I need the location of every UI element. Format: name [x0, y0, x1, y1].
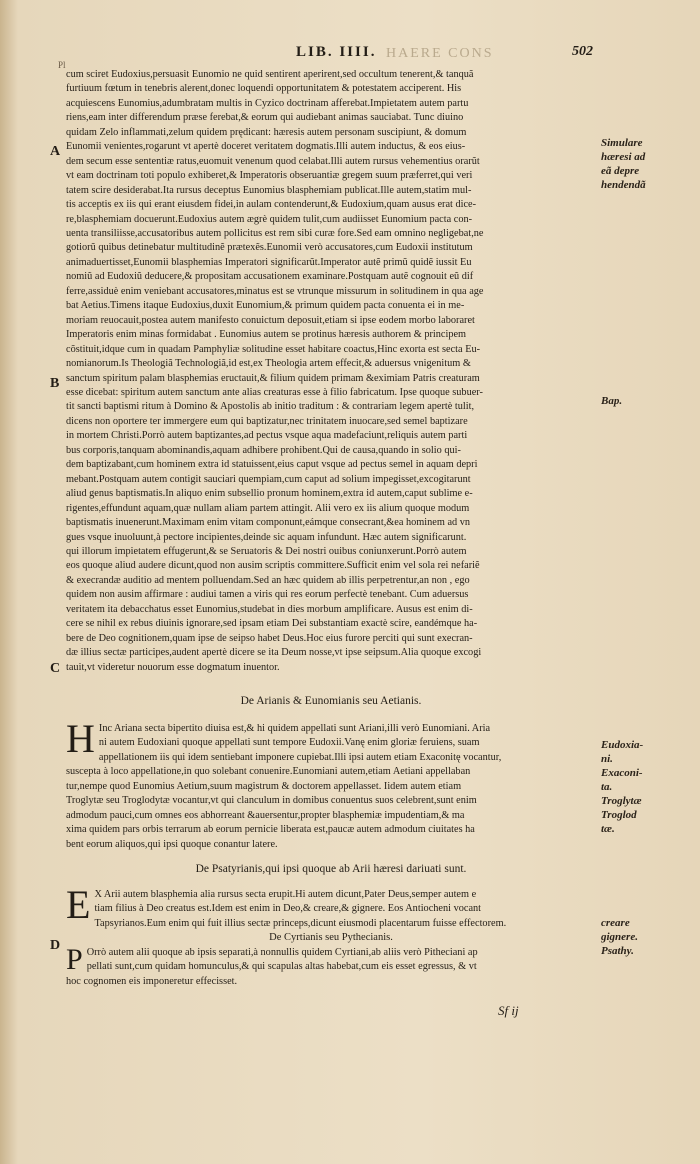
dropcap-e: E	[66, 882, 91, 927]
text-line: Imperatoris enim minas formidabat . Eunomius autem se protinus hæresis authorem & principem	[66, 329, 467, 341]
section-letter-b: B	[50, 376, 60, 391]
dropcap-h: H	[66, 716, 95, 761]
text-line: tatem scire desiderabat.Ita rursus deceptus Eunomius blasphemiam publicat.Ille autem,statim mul-	[66, 184, 472, 196]
text-line: esse dicebat: spiritum autem sanctum ante alias creaturas esse à filio fabricatum. Ipse quoque subuer-	[66, 386, 483, 398]
text-line: X Arii autem blasphemia alia rursus secta erupit.Hi autem dicunt,Pater Deus,semper autem e	[94, 889, 477, 900]
section-letter-c: C	[50, 661, 61, 676]
text-line: admodum pauci,cum omnes eos abhorreant &auersentur,propter blasphemiæ impudentiam,& ma	[66, 809, 465, 821]
text-line: dicens non oportere ter immergere eum qui baptizatur,nec trinitatem inuocare,sed semel baptizare	[66, 415, 468, 427]
text-line: cõstituit,idque cum in quadam Pamphyliæ solitudine esset habitare coactus,Hinc exorta est secta Eu-	[66, 343, 481, 355]
section-letter-d: D	[50, 938, 61, 953]
margin-note-line: hendendã	[601, 179, 646, 191]
text-line: aliud genus baptismatis.In aliquo enim subsellio pronum hominem,extra id autem,caput sublime e-	[66, 488, 473, 500]
margin-note-line: ni.	[601, 753, 613, 765]
margin-note-line: Psathy.	[601, 945, 634, 957]
text-line: bent eorum aliquos,qui ipsi quoque conantur latere.	[66, 838, 278, 850]
text-line: pellati sunt,cum quidam homunculus,& qui scapulas altas habebat,cum eis esset egressus, & vt	[86, 961, 477, 973]
subheading-cyrtianis: De Cyrtianis seu Pythecianis.	[269, 932, 393, 944]
section-text-psatyrianis	[66, 882, 596, 989]
margin-note-line: Troglod	[601, 809, 637, 821]
margin-note-line: creare	[601, 917, 630, 929]
running-head: LIB. IIII.	[296, 44, 377, 60]
text-line: vt eam doctrinam toti populo exhiberet,& Imperatoris obseruantiæ gregem suum præferret,qui veri	[66, 170, 473, 182]
bleed-through-head: HAERE CONS	[386, 46, 494, 61]
text-line: nomianorum.Is Theologiã Technologiã,id est,ex Theologia artem effecit,& aduersus vnigenitum &	[66, 358, 471, 370]
text-line: Tapsyrianos.Eum enim qui fuit illius sectæ princeps,dicunt eiusmodi placentarum fuisse effectorem.	[94, 917, 507, 929]
text-line: veritatem ita debacchatus esset Eunomius,studebat in dies morbum amplificare. Ausus est enim di-	[66, 603, 473, 615]
text-line: bus corporis,tanquam abominandis,aquam adhibere prohibent.Qui de causa,quando in solio qui-	[66, 444, 461, 456]
margin-note-line: Exaconi-	[601, 767, 643, 779]
text-line: re,blasphemiam docuerunt.Eudoxius autem ægrè quidem tulit,cum audiisset Eunomium pacta con-	[66, 213, 473, 225]
text-line: qui illorum impietatem effugerunt,& se Seruatoris & Dei nostri ouibus coniunxerunt.Porrò autem	[66, 545, 467, 557]
margin-note-creare	[601, 916, 691, 958]
text-line: cere se nihil ex rebus diuinis ignorare,sed ipsam etiam Dei substantiam exactè scire, eandémque ha-	[66, 618, 478, 630]
section-text-arianis	[66, 716, 596, 852]
margin-note-line: hæresi ad	[601, 151, 646, 163]
text-line: bere de Deo cognitionem,quam ipse de seipso habet Deus.Hoc eius furore perciti qui sunt execran-	[66, 632, 473, 644]
margin-note-line: tæ.	[601, 823, 615, 835]
margin-note-line: Simulare	[601, 137, 643, 149]
text-line: suscepta à loco appellatione,in quo solebant conuenire.Eunomiani autem,etiam Aetiani appellaban	[66, 766, 471, 778]
text-line: tit sancti baptismi ritum à Domino & Apostolis ab initio traditum : & contrariam legem apertè tulit,	[66, 401, 475, 413]
section-heading-arianis: De Arianis & Eunomianis seu Aetianis.	[240, 695, 422, 707]
margin-note-line: eã depre	[601, 165, 640, 177]
text-line: rigentes,effundunt aquam,quæ nullam aliam partem attingit. Alii vero ex iis alium quoque modum	[66, 502, 470, 514]
text-line: Eunomii venientes,rogarunt vt apertè doceret veritatem dogmatis.Illi autem inductus, & eos eius-	[66, 141, 466, 153]
margin-note-line: Bap.	[601, 395, 623, 407]
margin-note-simulare	[601, 136, 691, 192]
corner-mark: Pl	[58, 60, 66, 70]
text-line: Inc Ariana secta bipertito diuisa est,& hi quidem appellati sunt Ariani,illi verò Eunomiani. Aria	[98, 723, 491, 734]
text-line: gotiorũ quibus detinebatur multitudinẽ prætexẽs.Eunomii verò accusatores,cum Eudoxii institutum	[66, 242, 473, 254]
text-line: furtiuum fœtum in tenebris alerent,donec loquendi opportunitatem & potestatem acciperent. His	[66, 83, 462, 95]
text-line: tur,nempe quod Eunomius Aetium,suum magistrum & doctorem appellasset. Iidem autem etiam	[66, 780, 462, 792]
margin-note-line: gignere.	[601, 931, 638, 943]
text-line: quidam Zelo inflammati,zelum quidem prędicant: hæresis autem personam suscipiunt, & domum	[66, 126, 467, 138]
text-line: tauit,vt videretur nouorum esse dogmatum inuentor.	[66, 661, 280, 673]
text-line: ni autem Eudoxiani quoque appellati sunt tempore Eudoxii.Vanę enim gloriæ feruiens, suam	[98, 737, 480, 749]
text-line: dem secum esse sententiæ ratus,euomuit venenum quod celabat.Illi autem rursus vehementius orarũt	[66, 155, 480, 167]
text-line: xima quidem pars orbis terrarum ab eorum pernicie liberata est,paucæ autem admodum ciuitates ha	[66, 824, 475, 836]
text-line: animaduertisset,Eunomii blasphemias Imperatori significarũt.Imperator autẽ primũ quidẽ iussit Eu	[66, 256, 472, 268]
text-line: gues vsque inuoluunt,à pectore incipientes,deinde sic aquam infundunt. Hæc autem significarunt.	[66, 531, 467, 543]
section-heading-psatyrianis: De Psatyrianis,qui ipsi quoque ab Arii hæresi dariuati sunt.	[195, 863, 467, 875]
text-line: tiam filius à Deo creatus est.Idem est enim in Deo,& creare,& gignere. Eos Antiocheni vocant	[94, 903, 482, 915]
page-header	[0, 44, 700, 66]
text-line: appellationem iis qui idem sentiebant imponere cupiebat.Illi ipsi autem etiam Exaconitę vocantur,	[98, 751, 502, 763]
margin-note-line: Troglytæ	[601, 795, 642, 807]
printer-signature: Sf ij	[498, 1003, 519, 1018]
section-letter-a: A	[50, 144, 61, 159]
text-line: ferre,assiduè enim veniebant accusatores,minatus est se vtrunque missurum in solitudinem in qua age	[66, 285, 484, 297]
text-line: Troglytæ seu Troglodytæ vocantur,vt qui clanculum in domibus conuentus suos celebrent,sunt enim	[66, 795, 477, 807]
text-line: uenta transiliisse,accusatoribus autem pollicitus est rem sibi curæ fore.Sed eam omnino negligebat,ne	[66, 227, 484, 239]
text-line: baptismatis inuenerunt.Maximam enim vitam componunt,eámque consecrant,&ea hominem ad vn	[66, 517, 471, 529]
margin-note-baptism	[601, 394, 691, 408]
text-line: mebant.Postquam autem contigit sauciari quempiam,cum caput ad solium impegisset,excogitarunt	[66, 473, 471, 485]
margin-note-eudoxiani	[601, 738, 691, 836]
text-line: moriam reuocauit,postea autem manifesto conuictum deposuit,etiam si ipse eodem morbo laboraret	[66, 314, 475, 326]
text-line: quidem non ausim affirmare : audiui tamen a viris qui res eorum perfectè tenebant. Cum aduersus	[66, 589, 469, 601]
page-number: 502	[572, 44, 593, 59]
text-line: dem baptizabant,cum hominem extra id statuissent,eius caput vsque ad pectus semel in aquam depri	[66, 459, 478, 471]
dropcap-p: P	[66, 942, 83, 976]
text-line: Orrò autem alii quoque ab ipsis separati,à nonnullis quidem Cyrtiani,ab aliis verò Pitheciani ap	[86, 946, 478, 958]
margin-note-line: ta.	[601, 781, 613, 793]
text-line: bat Aetius.Timens itaque Eudoxius,duxit Eunomium,& primum quidem pacta conuenta ei in me-	[66, 300, 465, 312]
text-line: hoc cognomen eis imponeretur effecisset.	[66, 975, 238, 987]
text-line: cum sciret Eudoxius,persuasit Eunomio ne quid sentirent aperirent,sed occultum tenerent,& tanquã	[66, 69, 474, 80]
text-line: & execrandæ auditio ad mentem polluendam.Sed an hæc quidem ab illis perpetrentur,an non , ego	[66, 574, 470, 586]
text-line: sanctum spiritum palam blasphemias eructauit,& filium quidem primam &eximiam Patris creaturam	[66, 372, 480, 384]
text-line: dæ illius sectæ participes,audent apertè dicere se ita Deum nosse,vt ipse seipsum.Alia quoque excogi	[66, 647, 482, 659]
main-text-block	[66, 68, 596, 675]
text-line: nomiũ ad Eudoxiũ deducere,& propositam accusationem examinare.Postquam autẽ cognouit eũ dif	[66, 271, 474, 283]
text-line: acquiescens Eunomius,adumbratam multis in Cyzico doctrinam afferebat.Impietatem autem partu	[66, 97, 469, 109]
margin-note-line: Eudoxia-	[601, 739, 644, 751]
text-line: eos quoque aliud audere dicunt,quod non ausim scriptis committere.Sufficit enim vel sola rei nefariẽ	[66, 560, 480, 572]
text-line: in mortem Christi.Porrò autem baptizantes,ad pectus vsque aqua madefaciunt,reliquis autem parti	[66, 430, 468, 442]
text-line: tis acceptis ex iis qui erant eiusdem fidei,in aulam contenderunt,& Eudoxium,quam ausus erat dice-	[66, 199, 477, 211]
text-line: riens,eam inter differendum præse ferebat,& eorum qui audiebant animas sauciabat. Tunc diuino	[66, 112, 464, 124]
